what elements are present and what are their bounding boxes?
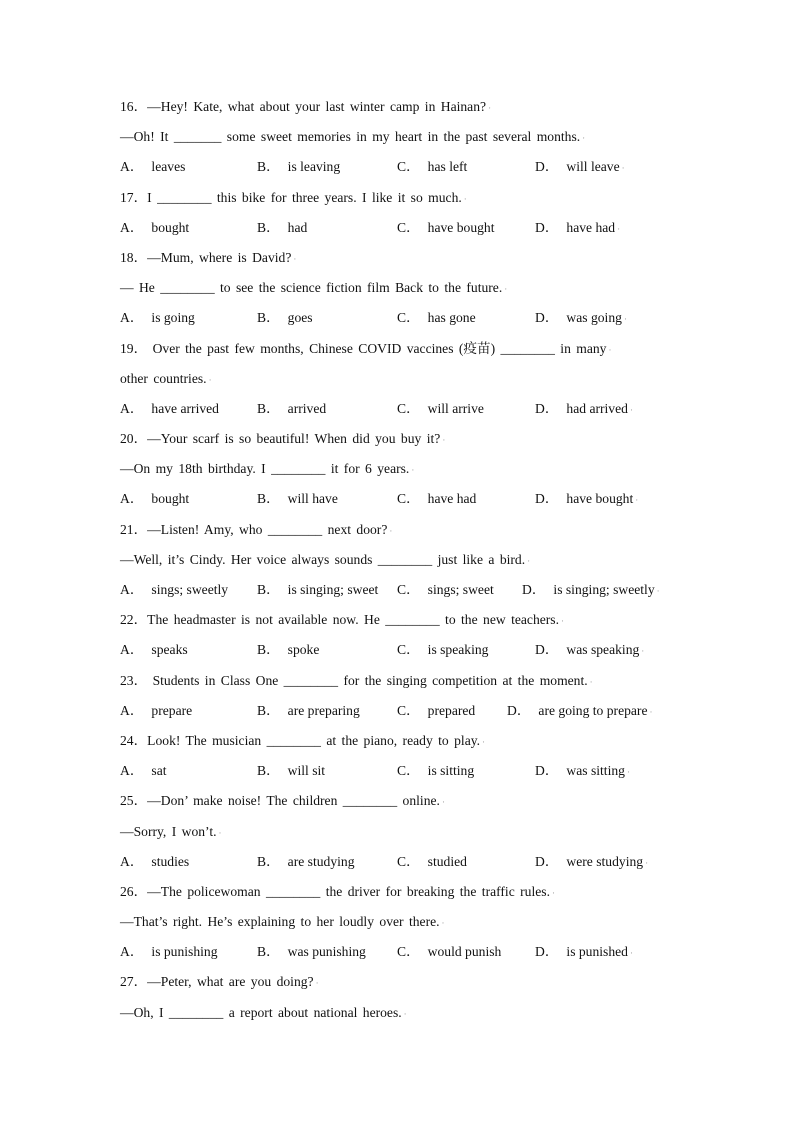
question-22	[120, 605, 680, 665]
option-b[interactable]	[257, 575, 378, 605]
option-d[interactable]	[535, 303, 627, 334]
option-letter: D．	[535, 219, 559, 235]
option-letter: A．	[120, 944, 144, 960]
option-letter: C．	[397, 219, 420, 235]
question-stem-line	[120, 183, 680, 213]
paragraph-mark: ·	[621, 163, 625, 174]
option-c[interactable]	[397, 213, 495, 243]
option-text: speaks	[151, 642, 188, 658]
paragraph-mark: ·	[389, 525, 393, 536]
option-a[interactable]	[120, 635, 188, 665]
stem-text: —Oh, I ________ a report about national heroes.	[120, 1004, 402, 1020]
option-letter: B．	[257, 763, 280, 779]
option-letter: C．	[397, 763, 420, 779]
option-letter: C．	[397, 400, 420, 416]
option-letter: A．	[120, 763, 144, 779]
question-stem-line	[120, 877, 680, 907]
option-letter: C．	[397, 853, 420, 869]
paragraph-mark: ·	[488, 103, 492, 113]
stem-text: 20．—Your scarf is so beautiful! When did you buy it?	[120, 431, 441, 447]
option-letter: D．	[535, 310, 559, 326]
question-stem-line	[120, 786, 680, 816]
option-letter: B．	[257, 219, 280, 235]
option-letter: B．	[257, 310, 280, 326]
paragraph-mark: ·	[629, 948, 633, 959]
paragraph-mark: ·	[623, 314, 627, 325]
option-letter: C．	[397, 310, 420, 326]
paragraph-mark: ·	[617, 223, 621, 234]
option-letter: B．	[257, 491, 280, 507]
stem-text: —Oh! It _______ some sweet memories in my heart in the past several months.	[120, 129, 581, 145]
option-c[interactable]	[397, 937, 501, 967]
option-text: will have	[287, 491, 338, 507]
option-b[interactable]	[257, 303, 313, 333]
question-18	[120, 243, 680, 334]
option-letter: C．	[397, 159, 420, 175]
option-text: have arrived	[151, 400, 219, 416]
option-letter: B．	[257, 582, 280, 597]
option-letter: A．	[120, 853, 144, 869]
question-stem-line	[120, 122, 680, 152]
option-c[interactable]	[397, 484, 476, 514]
exam-page	[120, 92, 680, 1028]
option-letter: A．	[120, 219, 144, 235]
option-a[interactable]	[120, 394, 219, 424]
question-stem-line	[120, 334, 680, 364]
option-text: goes	[287, 310, 313, 326]
option-text: sat	[151, 763, 167, 779]
option-letter: D．	[522, 582, 546, 597]
paragraph-mark: ·	[635, 495, 639, 506]
options-row	[120, 213, 680, 243]
option-b[interactable]	[257, 152, 340, 182]
question-27	[120, 967, 680, 1027]
option-text: prepare	[151, 702, 193, 718]
option-text: leaves	[151, 159, 186, 175]
option-b[interactable]	[257, 847, 355, 877]
option-letter: C．	[397, 944, 420, 960]
option-a[interactable]	[120, 756, 167, 786]
question-21	[120, 515, 680, 606]
stem-text: 22．The headmaster is not available now. He ________ to the new teachers.	[120, 612, 559, 628]
option-c[interactable]	[397, 303, 476, 333]
option-letter: A．	[120, 702, 144, 718]
option-b[interactable]	[257, 756, 325, 786]
option-a[interactable]	[120, 847, 189, 877]
paragraph-mark: ·	[551, 887, 555, 898]
options-row	[120, 394, 680, 424]
option-text: studies	[151, 853, 190, 869]
option-a[interactable]	[120, 575, 228, 605]
options-row	[120, 575, 680, 605]
option-text: arrived	[287, 400, 327, 416]
option-b[interactable]	[257, 484, 338, 514]
option-d[interactable]	[535, 484, 638, 515]
option-c[interactable]	[397, 635, 488, 665]
option-a[interactable]	[120, 152, 185, 182]
question-stem-line	[120, 364, 680, 394]
option-text: had arrived	[566, 400, 628, 416]
stem-text: —Well, it’s Cindy. Her voice always sounds ________ just like a bird.	[120, 551, 526, 567]
paragraph-mark: ·	[482, 736, 486, 747]
option-letter: D．	[535, 763, 559, 779]
options-row	[120, 635, 680, 665]
stem-text: other countries.	[120, 370, 207, 386]
paragraph-mark: ·	[218, 827, 222, 838]
stem-text: —That’s right. He’s explaining to her loudly over there.	[120, 914, 440, 930]
option-letter: B．	[257, 702, 280, 718]
option-text: have bought	[566, 491, 634, 507]
option-letter: D．	[535, 159, 559, 175]
option-text: spoke	[287, 642, 320, 658]
stem-text: 19． Over the past few months, Chinese COVID vaccines (疫苗) ________ in many	[120, 340, 607, 356]
paragraph-mark: ·	[656, 586, 660, 596]
option-letter: D．	[535, 400, 559, 416]
option-d[interactable]	[535, 152, 625, 183]
paragraph-mark: ·	[442, 435, 446, 446]
option-text: sings; sweet	[427, 582, 494, 597]
question-stem-line	[120, 424, 680, 454]
question-16	[120, 92, 680, 183]
option-b[interactable]	[257, 213, 307, 243]
option-b[interactable]	[257, 635, 319, 665]
option-letter: C．	[397, 491, 420, 507]
option-letter: D．	[535, 944, 559, 960]
option-letter: A．	[120, 582, 144, 597]
question-20	[120, 424, 680, 515]
option-text: were studying	[566, 853, 644, 869]
question-stem-line	[120, 605, 680, 635]
option-text: have had	[566, 219, 616, 235]
question-24	[120, 726, 680, 786]
options-row	[120, 847, 680, 877]
option-a[interactable]	[120, 937, 218, 967]
option-text: had	[287, 219, 308, 235]
option-text: have had	[427, 491, 477, 507]
option-text: was punishing	[287, 944, 366, 960]
options-row	[120, 756, 680, 786]
options-row	[120, 484, 680, 514]
option-a[interactable]	[120, 303, 195, 333]
option-text: is sitting	[427, 763, 475, 779]
paragraph-mark: ·	[649, 706, 653, 717]
paragraph-mark: ·	[504, 284, 508, 295]
option-letter: D．	[507, 702, 531, 718]
option-d[interactable]	[535, 847, 648, 878]
option-text: would punish	[427, 944, 502, 960]
paragraph-mark: ·	[403, 1008, 407, 1019]
question-stem-line	[120, 817, 680, 847]
option-letter: A．	[120, 642, 144, 658]
option-text: prepared	[427, 702, 476, 718]
option-d[interactable]	[522, 575, 660, 606]
option-c[interactable]	[397, 847, 467, 877]
paragraph-mark: ·	[208, 374, 212, 385]
option-letter: A．	[120, 310, 144, 326]
option-d[interactable]	[507, 696, 653, 727]
option-letter: B．	[257, 944, 280, 960]
option-a[interactable]	[120, 213, 189, 243]
option-text: will sit	[287, 763, 326, 779]
option-text: is speaking	[427, 642, 489, 658]
option-d[interactable]	[535, 756, 630, 787]
paragraph-mark: ·	[582, 133, 586, 144]
option-text: are going to prepare	[538, 702, 648, 718]
paragraph-mark: ·	[561, 616, 564, 627]
paragraph-mark: ·	[463, 193, 467, 204]
paragraph-mark: ·	[626, 767, 630, 778]
option-text: has gone	[427, 310, 476, 326]
stem-text: 21．—Listen! Amy, who ________ next door?	[120, 521, 388, 537]
option-text: has left	[427, 159, 468, 175]
paragraph-mark: ·	[629, 404, 633, 415]
option-c[interactable]	[397, 152, 467, 182]
stem-text: — He ________ to see the science fiction film Back to the future.	[120, 280, 503, 296]
stem-text: 27．—Peter, what are you doing?	[120, 974, 314, 990]
question-stem-line	[120, 907, 680, 937]
option-b[interactable]	[257, 394, 326, 424]
option-c[interactable]	[397, 696, 475, 726]
option-text: studied	[427, 853, 467, 869]
question-stem-line	[120, 726, 680, 756]
option-letter: D．	[535, 853, 559, 869]
option-c[interactable]	[397, 756, 474, 786]
question-26	[120, 877, 680, 968]
stem-text: 24．Look! The musician ________ at the piano, ready to play.	[120, 732, 481, 748]
option-text: is going	[151, 310, 195, 326]
question-stem-line	[120, 92, 680, 122]
stem-text: —On my 18th birthday. I ________ it for 6 years.	[120, 461, 410, 477]
option-text: will arrive	[427, 400, 484, 416]
question-23	[120, 666, 680, 726]
option-d[interactable]	[535, 394, 633, 425]
option-letter: A．	[120, 400, 144, 416]
question-stem-line	[120, 967, 680, 997]
question-25	[120, 786, 680, 877]
paragraph-mark: ·	[527, 555, 531, 566]
option-letter: A．	[120, 159, 144, 175]
option-text: is punished	[566, 944, 628, 960]
paragraph-mark: ·	[441, 918, 445, 929]
option-letter: C．	[397, 582, 420, 597]
question-stem-line	[120, 454, 680, 484]
option-text: will leave	[566, 159, 620, 175]
stem-text: 16．—Hey! Kate, what about your last winter camp in Hainan?	[120, 99, 487, 114]
option-letter: C．	[397, 642, 420, 658]
option-letter: B．	[257, 853, 280, 869]
options-row	[120, 696, 680, 726]
question-19	[120, 334, 680, 425]
option-b[interactable]	[257, 937, 366, 967]
stem-text: 17．I ________ this bike for three years. I like it so much.	[120, 189, 462, 205]
option-text: bought	[151, 491, 190, 507]
option-text: was going	[566, 310, 622, 326]
paragraph-mark: ·	[589, 676, 593, 687]
option-text: is singing; sweetly	[553, 582, 655, 597]
question-stem-line	[120, 243, 680, 273]
options-row	[120, 303, 680, 333]
paragraph-mark: ·	[645, 857, 649, 868]
option-text: was speaking	[566, 642, 640, 658]
option-c[interactable]	[397, 575, 494, 605]
stem-text: 25．—Don’ make noise! The children ________ online.	[120, 793, 440, 809]
option-a[interactable]	[120, 696, 192, 726]
question-17	[120, 183, 680, 243]
option-text: was sitting	[566, 763, 625, 779]
stem-text: —Sorry, I won’t.	[120, 823, 217, 839]
stem-text: 23． Students in Class One ________ for the singing competition at the moment.	[120, 672, 588, 688]
paragraph-mark: ·	[293, 253, 297, 264]
option-d[interactable]	[535, 937, 633, 968]
option-c[interactable]	[397, 394, 484, 424]
paragraph-mark: ·	[641, 646, 645, 657]
option-a[interactable]	[120, 484, 189, 514]
option-text: is punishing	[151, 944, 218, 960]
option-letter: B．	[257, 642, 280, 658]
option-d[interactable]	[535, 635, 644, 666]
option-text: are preparing	[287, 702, 360, 718]
question-stem-line	[120, 998, 680, 1028]
option-letter: D．	[535, 642, 559, 658]
option-text: have bought	[427, 219, 495, 235]
option-text: is singing; sweet	[287, 582, 379, 597]
paragraph-mark: ·	[411, 465, 415, 476]
stem-text: 26．—The policewoman ________ the driver for breaking the traffic rules.	[120, 883, 550, 899]
option-letter: C．	[397, 702, 420, 718]
question-stem-line	[120, 515, 680, 545]
stem-text: 18．—Mum, where is David?	[120, 249, 292, 265]
question-stem-line	[120, 666, 680, 696]
option-letter: B．	[257, 159, 280, 175]
option-letter: A．	[120, 491, 144, 507]
question-stem-line	[120, 545, 680, 575]
paragraph-mark: ·	[315, 978, 319, 989]
option-letter: D．	[535, 491, 559, 507]
paragraph-mark: ·	[608, 344, 612, 355]
options-row	[120, 152, 680, 182]
option-d[interactable]	[535, 213, 620, 244]
paragraph-mark: ·	[441, 797, 445, 808]
option-text: are studying	[287, 853, 355, 869]
options-row	[120, 937, 680, 967]
option-text: is leaving	[287, 159, 341, 175]
question-stem-line	[120, 273, 680, 303]
option-text: sings; sweetly	[151, 582, 229, 597]
option-letter: B．	[257, 400, 280, 416]
option-text: bought	[151, 219, 190, 235]
option-b[interactable]	[257, 696, 360, 726]
